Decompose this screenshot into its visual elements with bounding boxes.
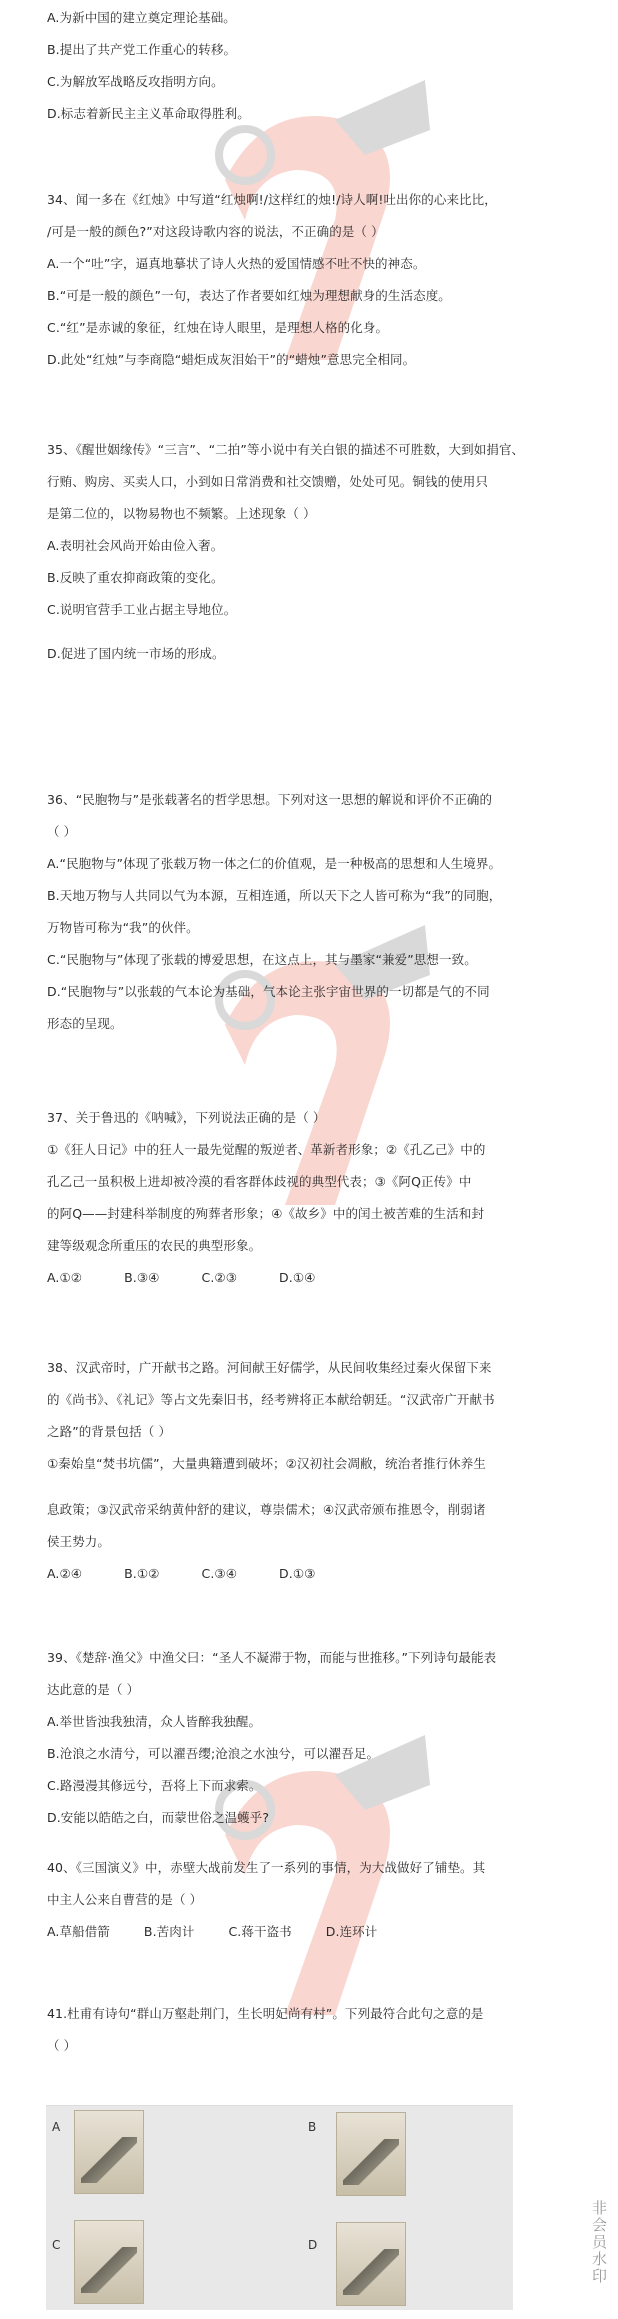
q35-stem-line2: 行贿、购房、买卖人口，小到如日常消费和社交馈赠，处处可见。铜钱的使用只: [47, 474, 489, 489]
q38-item-line3: 侯王势力。: [47, 1534, 111, 1549]
q41-option-c-label[interactable]: C: [52, 2238, 61, 2252]
q39-option-c: C.路漫漫其修远兮，吾将上下而求索。: [47, 1778, 262, 1793]
q38-option-a: A.②④: [47, 1566, 83, 1581]
q39-stem-line1: 39、《楚辞·渔父》中渔父曰：“圣人不凝滞于物，而能与世推移。”下列诗句最能表: [47, 1650, 497, 1665]
q36-option-a: A.“民胞物与”体现了张载万物一体之仁的价值观，是一种极高的思想和人生境界。: [47, 856, 502, 871]
landscape-painting-b[interactable]: [336, 2112, 406, 2196]
q38-options: [47, 1558, 562, 1590]
q33-option-a: A.为新中国的建立奠定理论基础。: [47, 10, 236, 25]
q34-option-b: B.“可是一般的颜色”一句，表达了作者要如红烛为理想献身的生活态度。: [47, 288, 451, 303]
q37-option-d: D.①④: [279, 1270, 316, 1285]
q33-option-c: C.为解放军战略反攻指明方向。: [47, 74, 224, 89]
q37-option-c: C.②③: [201, 1270, 238, 1285]
question-35: [47, 434, 562, 670]
q38-stem-line1: 38、汉武帝时，广开献书之路。河间献王好儒学，从民间收集经过秦火保留下来: [47, 1360, 492, 1375]
q36-stem-line1: 36、“民胞物与”是张载著名的哲学思想。下列对这一思想的解说和评价不正确的: [47, 792, 493, 807]
q41-image-options: [46, 2105, 513, 2310]
q35-option-a: A.表明社会风尚开始由俭入奢。: [47, 538, 224, 553]
q33-options: [47, 2, 562, 130]
q37-option-b: B.③④: [124, 1270, 160, 1285]
landscape-painting-a[interactable]: [74, 2110, 144, 2194]
q34-option-c: C.“红”是赤诚的象征，红烛在诗人眼里，是理想人格的化身。: [47, 320, 389, 335]
question-41: [47, 1998, 562, 2062]
q36-option-b-line1: B.天地万物与人共同以气为本源，互相连通，所以天下之人皆可称为“我”的同胞，: [47, 888, 502, 903]
question-34: [47, 184, 562, 376]
q40-option-d: D.连环计: [325, 1924, 378, 1939]
q39-option-d: D.安能以皓皓之白，而蒙世俗之温蠖乎?: [47, 1810, 270, 1825]
q39-option-a: A.举世皆浊我独清，众人皆醉我独醒。: [47, 1714, 262, 1729]
q33-option-b: B.提出了共产党工作重心的转移。: [47, 42, 237, 57]
landscape-painting-d[interactable]: [336, 2222, 406, 2306]
question-40: [47, 1852, 562, 1948]
q35-option-c: C.说明官营手工业占据主导地位。: [47, 602, 237, 617]
q37-options: [47, 1262, 562, 1294]
q37-stem: 37、关于鲁迅的《呐喊》，下列说法正确的是（ ）: [47, 1110, 326, 1125]
q38-stem-line2: 的《尚书》、《礼记》等占文先秦旧书，经考辨将正本献给朝廷。“汉武帝广开献书: [47, 1392, 495, 1407]
q36-option-d-line1: D.“民胞物与”以张载的气本论为基础，气本论主张宇宙世界的一切都是气的不同: [47, 984, 490, 999]
q36-stem-line2: （ ）: [47, 824, 77, 839]
q40-stem-line2: 中主人公来自曹营的是（ ）: [47, 1892, 203, 1907]
q35-option-b: B.反映了重农抑商政策的变化。: [47, 570, 224, 585]
q41-stem-line1: 41.杜甫有诗句“群山万壑赴荆门，生长明妃尚有村”。下列最符合此句之意的是: [47, 2006, 484, 2021]
q36-option-b-line2: 万物皆可称为“我”的伙伴。: [47, 920, 199, 935]
question-37: [47, 1102, 562, 1294]
q35-stem-line3: 是第二位的，以物易物也不频繁。上述现象（ ）: [47, 506, 316, 521]
q38-option-c: C.③④: [201, 1566, 238, 1581]
q38-option-d: D.①③: [279, 1566, 316, 1581]
q39-stem-line2: 达此意的是（ ）: [47, 1682, 140, 1697]
q40-option-b: B.苦肉计: [143, 1924, 195, 1939]
q34-option-a: A.一个“吐”字，逼真地摹状了诗人火热的爱国情感不吐不快的神态。: [47, 256, 426, 271]
q36-option-c: C.“民胞物与”体现了张载的博爱思想，在这点上，其与墨家“兼爱”思想一致。: [47, 952, 477, 967]
q37-item-line1: ①《狂人日记》中的狂人一最先觉醒的叛逆者、革新者形象；②《孔乙己》中的: [47, 1142, 486, 1157]
q37-item-line4: 建等级观念所重压的农民的典型形象。: [47, 1238, 262, 1253]
q41-option-a-label[interactable]: A: [52, 2120, 61, 2134]
q40-option-c: C.蒋干盗书: [228, 1924, 292, 1939]
question-39: [47, 1642, 562, 1834]
question-38: [47, 1352, 562, 1590]
q34-option-d: D.此处“红烛”与李商隐“蜡炬成灰泪始干”的“蜡烛”意思完全相同。: [47, 352, 416, 367]
q40-option-a: A.草船借箭: [47, 1924, 110, 1939]
q39-option-b: B.沧浪之水清兮，可以濯吾缨;沧浪之水浊兮，可以濯吾足。: [47, 1746, 380, 1761]
q37-option-a: A.①②: [47, 1270, 83, 1285]
q40-stem-line1: 40、《三国演义》中，赤壁大战前发生了一系列的事情，为大战做好了铺垫。其: [47, 1860, 486, 1875]
q33-option-d: D.标志着新民主主义革命取得胜利。: [47, 106, 250, 121]
q38-option-b: B.①②: [124, 1566, 160, 1581]
q34-stem-line1: 34、闻一多在《红烛》中写道“红烛啊!/这样红的烛!/诗人啊!吐出你的心来比比，: [47, 192, 497, 207]
question-36: [47, 784, 562, 1040]
q41-option-b-label[interactable]: B: [308, 2120, 317, 2134]
q35-option-d: D.促进了国内统一市场的形成。: [47, 646, 225, 661]
landscape-painting-c[interactable]: [74, 2220, 144, 2304]
q41-stem-line2: （ ）: [47, 2038, 77, 2053]
q35-stem-line1: 35、《醒世姻缘传》“三言”、“二拍”等小说中有关白银的描述不可胜数，大到如捐官、: [47, 442, 525, 457]
q40-options: [47, 1916, 562, 1948]
q37-item-line2: 孔乙己一虽积极上进却被冷漠的看客群体歧视的典型代表；③《阿Q正传》中: [47, 1174, 472, 1189]
q34-stem-line2: /可是一般的颜色?”对这段诗歌内容的说法，不正确的是（ ）: [47, 224, 384, 239]
q38-item-line1: ①秦始皇“焚书坑儒”，大量典籍遭到破坏；②汉初社会凋敝，统治者推行休养生: [47, 1456, 486, 1471]
q37-item-line3: 的阿Q——封建科举制度的殉葬者形象；④《故乡》中的闰土被苦难的生活和封: [47, 1206, 485, 1221]
q38-stem-line3: 之路”的背景包括（ ）: [47, 1424, 172, 1439]
q36-option-d-line2: 形态的呈现。: [47, 1016, 123, 1031]
q38-item-line2: 息政策；③汉武帝采纳黄仲舒的建议，尊崇儒术；④汉武帝颁布推恩令，削弱诸: [47, 1502, 486, 1517]
side-watermark: 非会员水印: [590, 2200, 608, 2285]
q41-option-d-label[interactable]: D: [308, 2238, 318, 2252]
